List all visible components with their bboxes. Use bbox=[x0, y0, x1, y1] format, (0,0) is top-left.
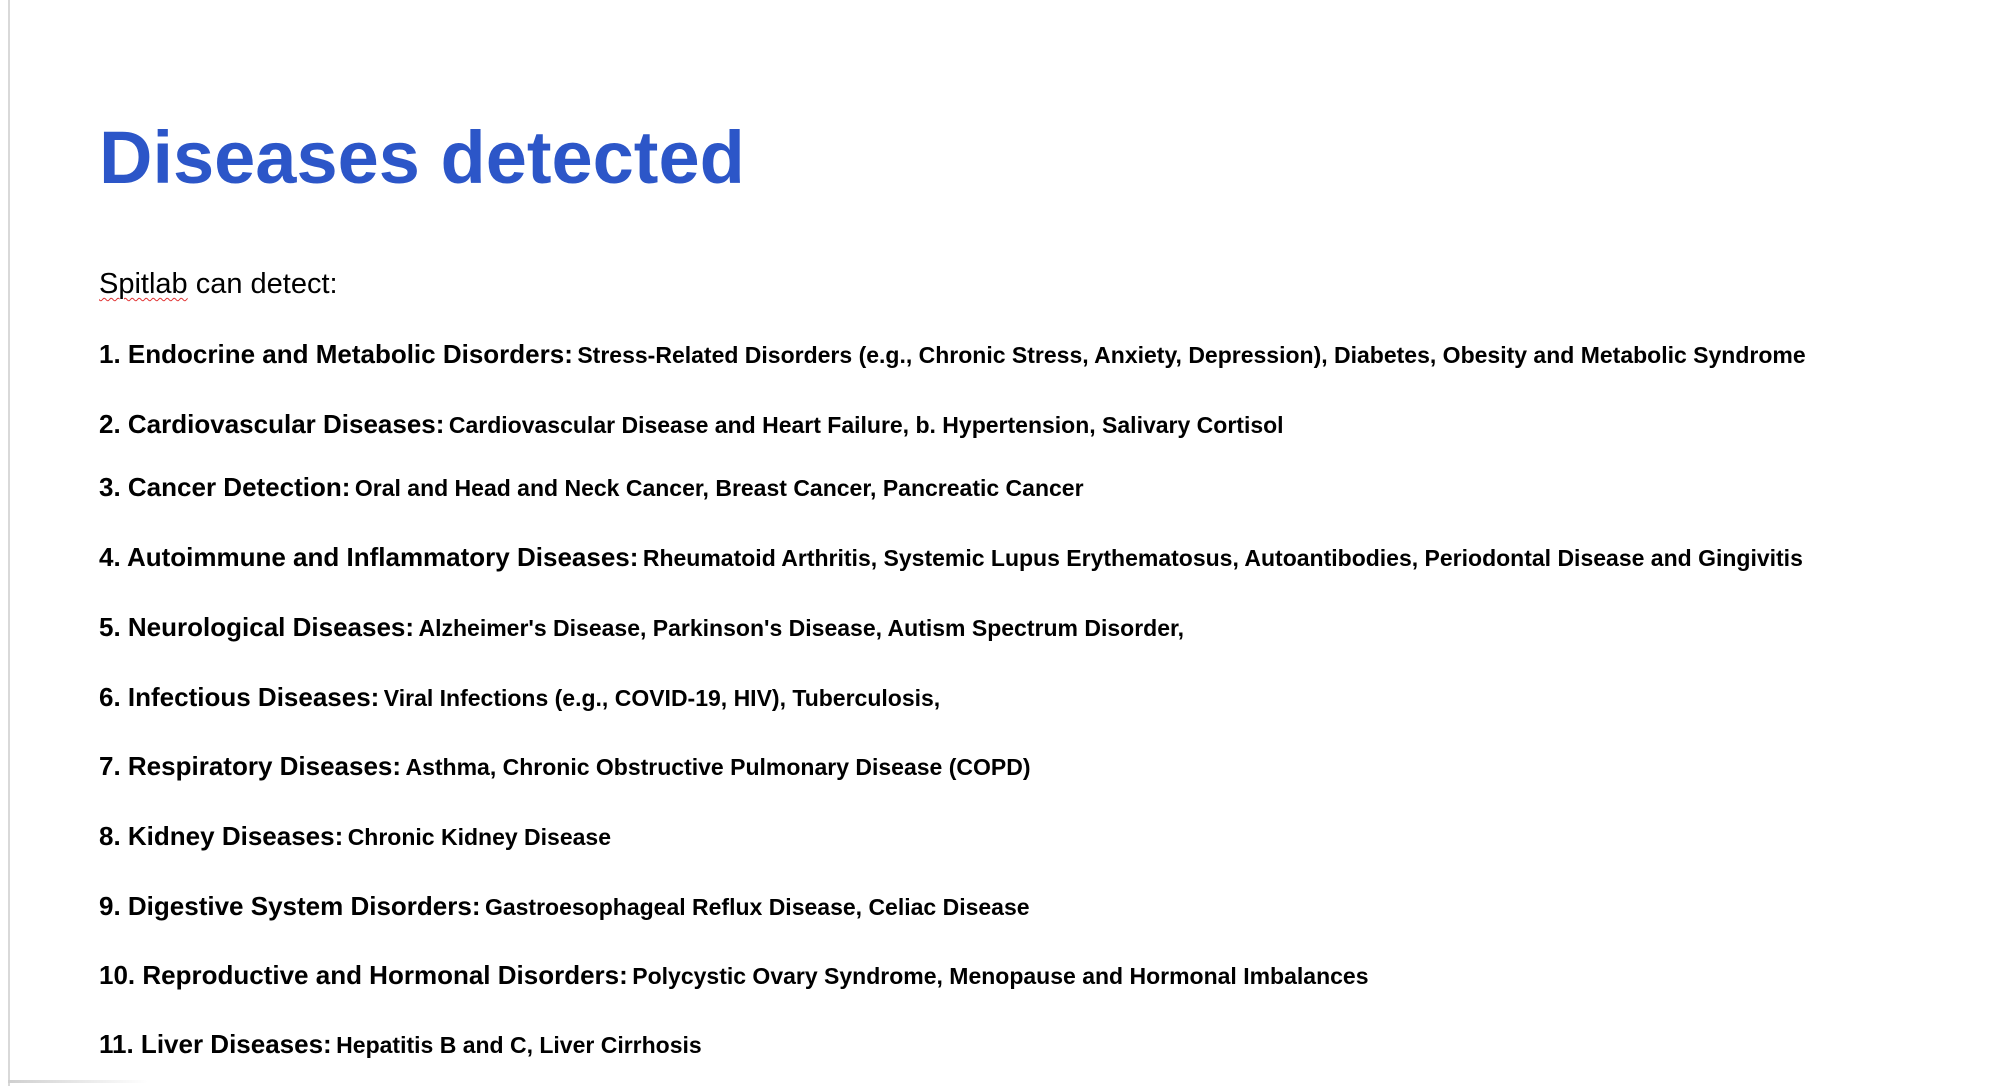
category-heading: 7. Respiratory Diseases: bbox=[99, 751, 402, 781]
list-item bbox=[99, 337, 1806, 376]
category-details: Oral and Head and Neck Cancer, Breast Cancer, Pancreatic Cancer bbox=[354, 475, 1084, 501]
category-heading: 8. Kidney Diseases: bbox=[99, 821, 344, 851]
list-item bbox=[99, 470, 1084, 509]
category-details: Rheumatoid Arthritis, Systemic Lupus Erythematosus, Autoantibodies, Periodontal Disease and Gingivitis bbox=[642, 545, 1803, 571]
category-heading: 4. Autoimmune and Inflammatory Diseases: bbox=[99, 542, 639, 572]
category-heading: 5. Neurological Diseases: bbox=[99, 612, 415, 642]
list-item bbox=[99, 610, 1184, 649]
category-details: Hepatitis B and C, Liver Cirrhosis bbox=[336, 1032, 702, 1058]
category-heading: 1. Endocrine and Metabolic Disorders: bbox=[99, 339, 573, 369]
list-item bbox=[99, 680, 940, 719]
category-details: Stress-Related Disorders (e.g., Chronic Stress, Anxiety, Depression), Diabetes, Obesity and Metabolic Syndrome bbox=[577, 342, 1806, 368]
category-details: Cardiovascular Disease and Heart Failure, b. Hypertension, Salivary Cortisol bbox=[448, 412, 1284, 438]
list-item bbox=[99, 407, 1284, 446]
category-heading: 3. Cancer Detection: bbox=[99, 472, 351, 502]
intro-suffix: can detect: bbox=[187, 268, 338, 300]
intro-text bbox=[99, 266, 338, 302]
list-item bbox=[99, 819, 611, 858]
category-heading: 6. Infectious Diseases: bbox=[99, 682, 380, 712]
page-left-edge bbox=[8, 0, 10, 1086]
category-details: Polycystic Ovary Syndrome, Menopause and Hormonal Imbalances bbox=[632, 963, 1369, 989]
category-details: Chronic Kidney Disease bbox=[347, 824, 611, 850]
slide-title: Diseases detected bbox=[99, 116, 745, 199]
slide bbox=[99, 0, 1979, 1086]
category-heading: 11. Liver Diseases: bbox=[99, 1029, 332, 1059]
list-item bbox=[99, 1027, 702, 1066]
list-item bbox=[99, 749, 1031, 788]
category-details: Alzheimer's Disease, Parkinson's Disease, Autism Spectrum Disorder, bbox=[418, 615, 1185, 641]
category-details: Asthma, Chronic Obstructive Pulmonary Disease (COPD) bbox=[405, 754, 1031, 780]
category-details: Viral Infections (e.g., COVID-19, HIV), Tuberculosis, bbox=[383, 685, 941, 711]
brand-name: Spitlab bbox=[99, 268, 188, 300]
category-heading: 9. Digestive System Disorders: bbox=[99, 891, 481, 921]
list-item bbox=[99, 889, 1030, 928]
category-heading: 2. Cardiovascular Diseases: bbox=[99, 409, 445, 439]
category-details: Gastroesophageal Reflux Disease, Celiac Disease bbox=[484, 894, 1030, 920]
category-heading: 10. Reproductive and Hormonal Disorders: bbox=[99, 960, 628, 990]
list-item bbox=[99, 540, 1803, 579]
list-item bbox=[99, 958, 1369, 997]
